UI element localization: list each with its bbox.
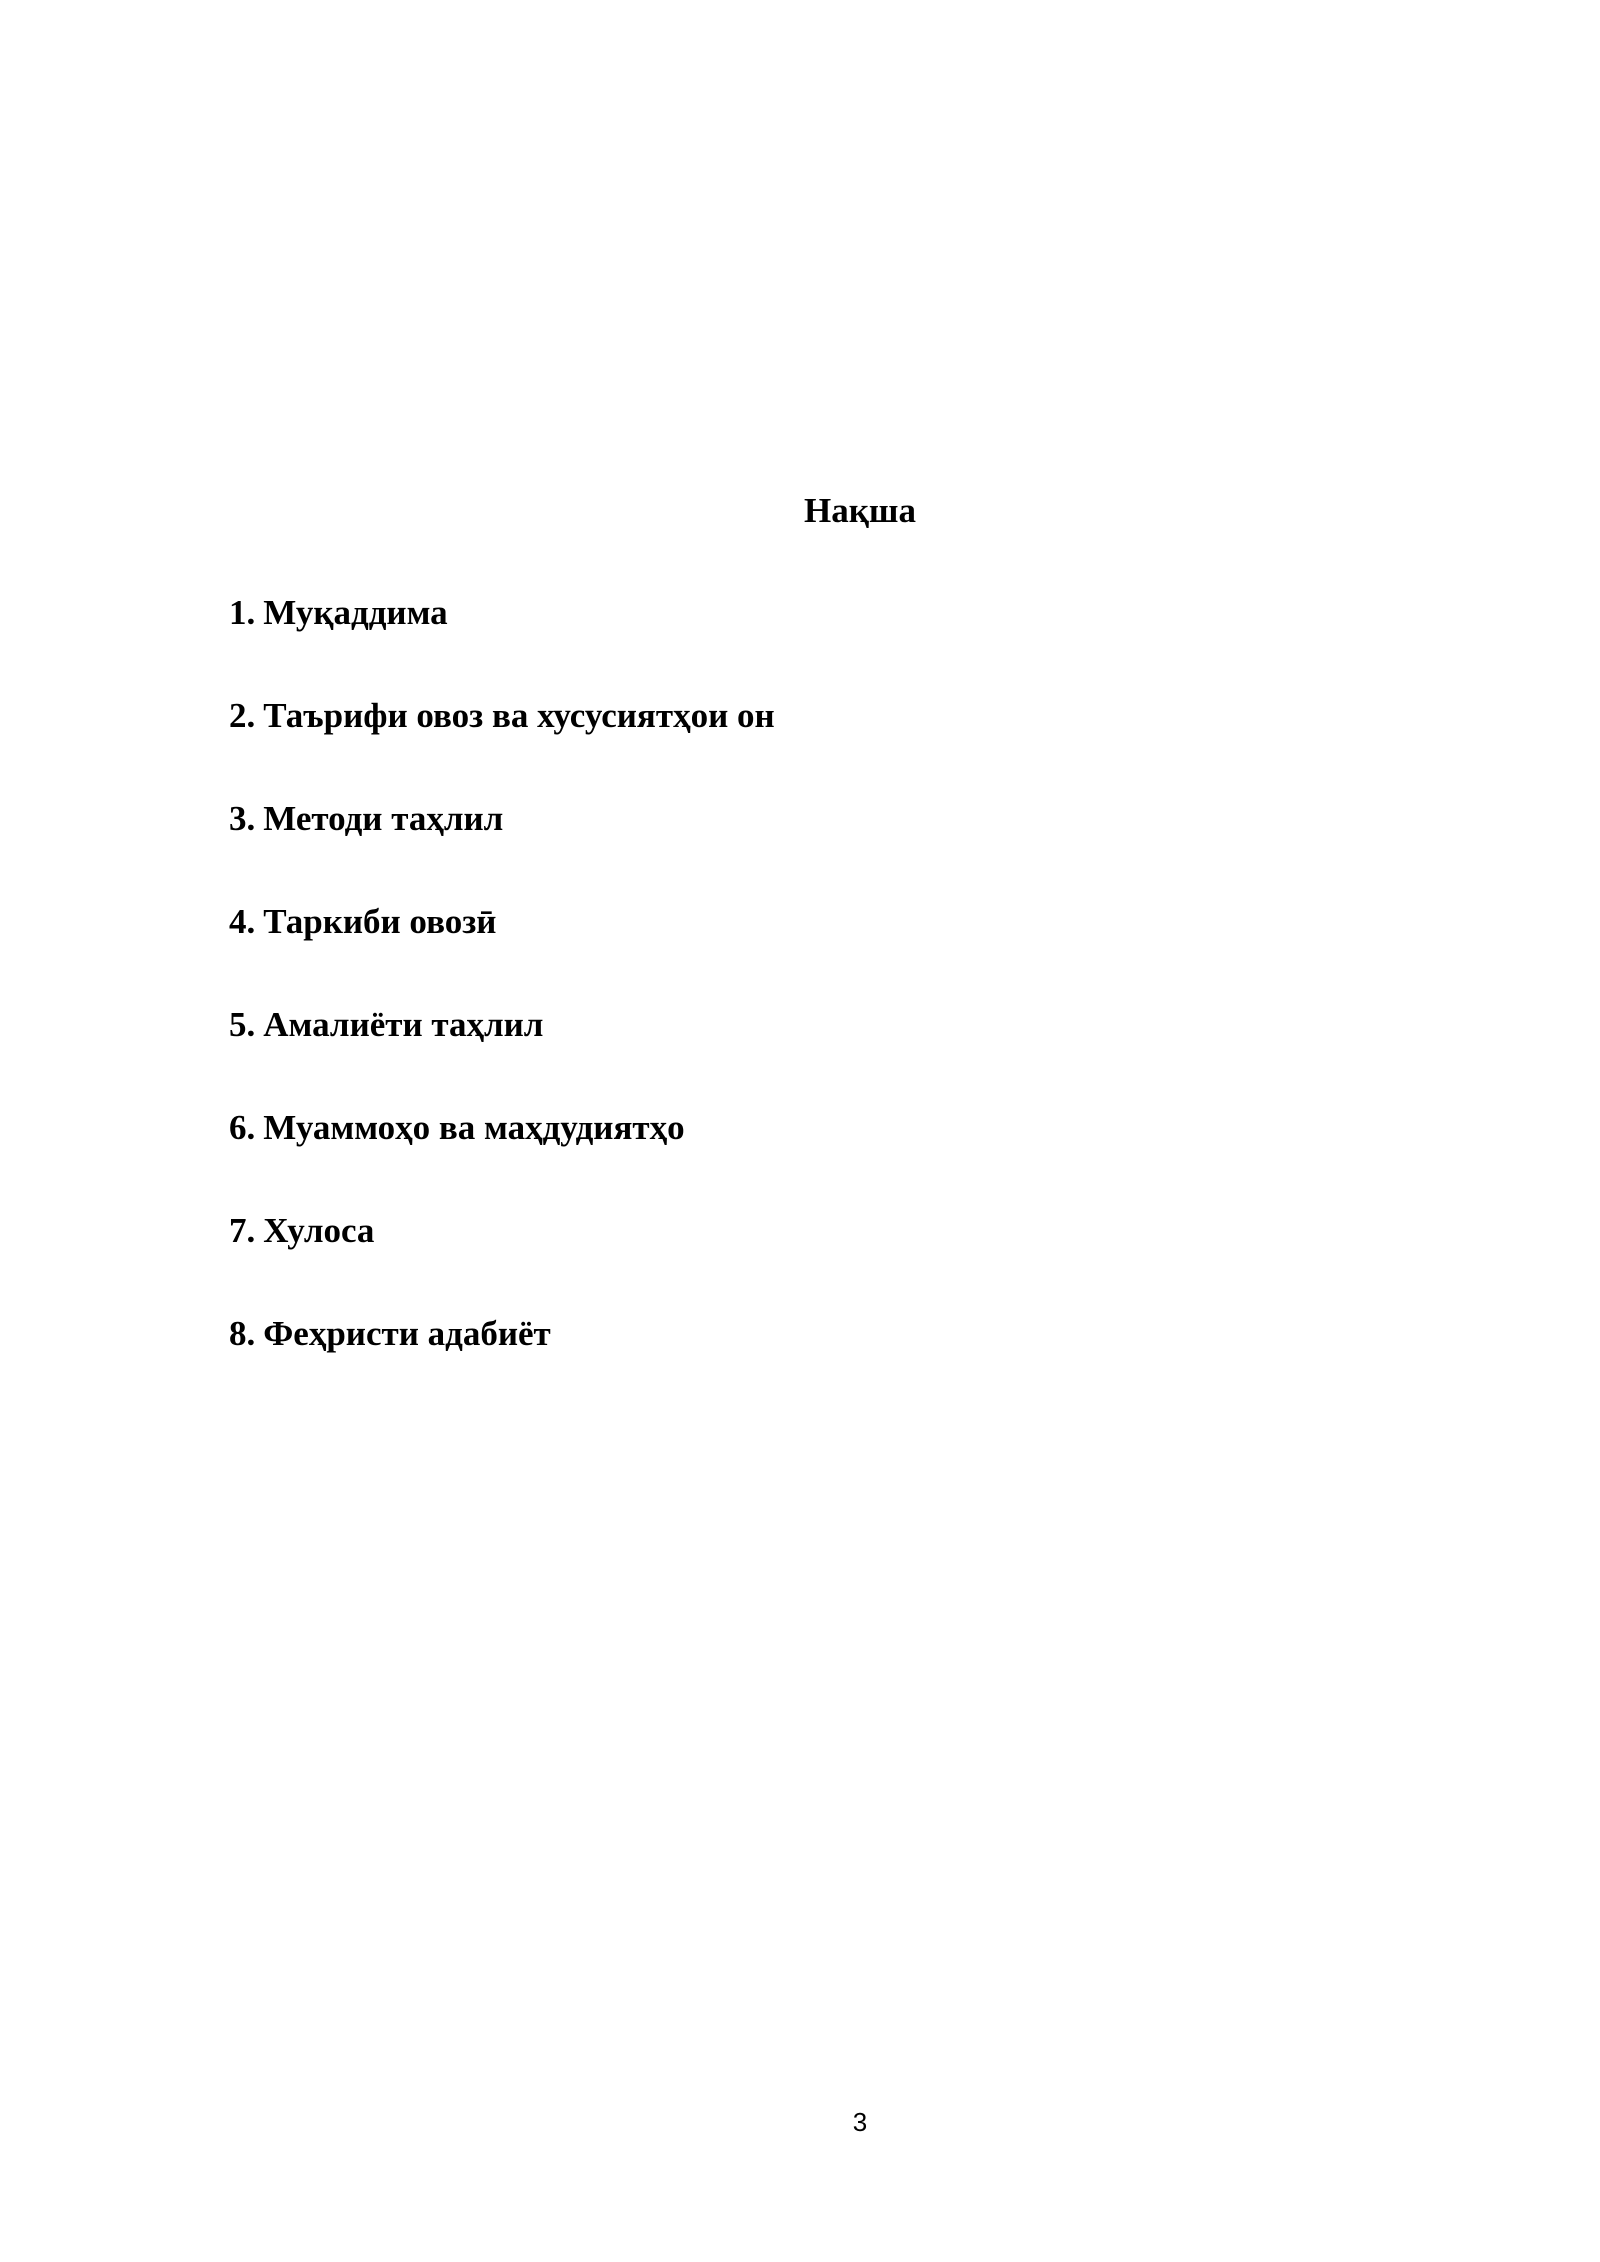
outline-item-6 [229,1107,775,1149]
outline-item-1 [229,592,775,634]
outline-text: Таркиби овозӣ [263,902,497,941]
outline-number: 2. [229,696,256,735]
outline-list [229,592,775,1416]
outline-number: 8. [229,1314,256,1353]
outline-text: Таърифи овоз ва хусусиятҳои он [263,696,775,735]
outline-text: Амалиёти таҳлил [263,1005,544,1044]
page-title: Нақша [804,491,916,530]
outline-item-8 [229,1313,775,1355]
outline-text: Феҳристи адабиёт [263,1314,551,1353]
outline-text: Хулоса [263,1211,375,1250]
outline-text: Методи таҳлил [263,799,504,838]
outline-text: Муқаддима [263,593,448,632]
outline-item-7 [229,1210,775,1252]
outline-number: 1. [229,593,256,632]
outline-item-5 [229,1004,775,1046]
page-number: 3 [852,2107,868,2137]
outline-number: 3. [229,799,256,838]
outline-number: 4. [229,902,256,941]
outline-item-2 [229,695,775,737]
outline-number: 7. [229,1211,256,1250]
outline-number: 5. [229,1005,256,1044]
outline-number: 6. [229,1108,256,1147]
outline-text: Муаммоҳо ва маҳдудиятҳо [263,1108,685,1147]
outline-item-4 [229,901,775,943]
outline-item-3 [229,798,775,840]
